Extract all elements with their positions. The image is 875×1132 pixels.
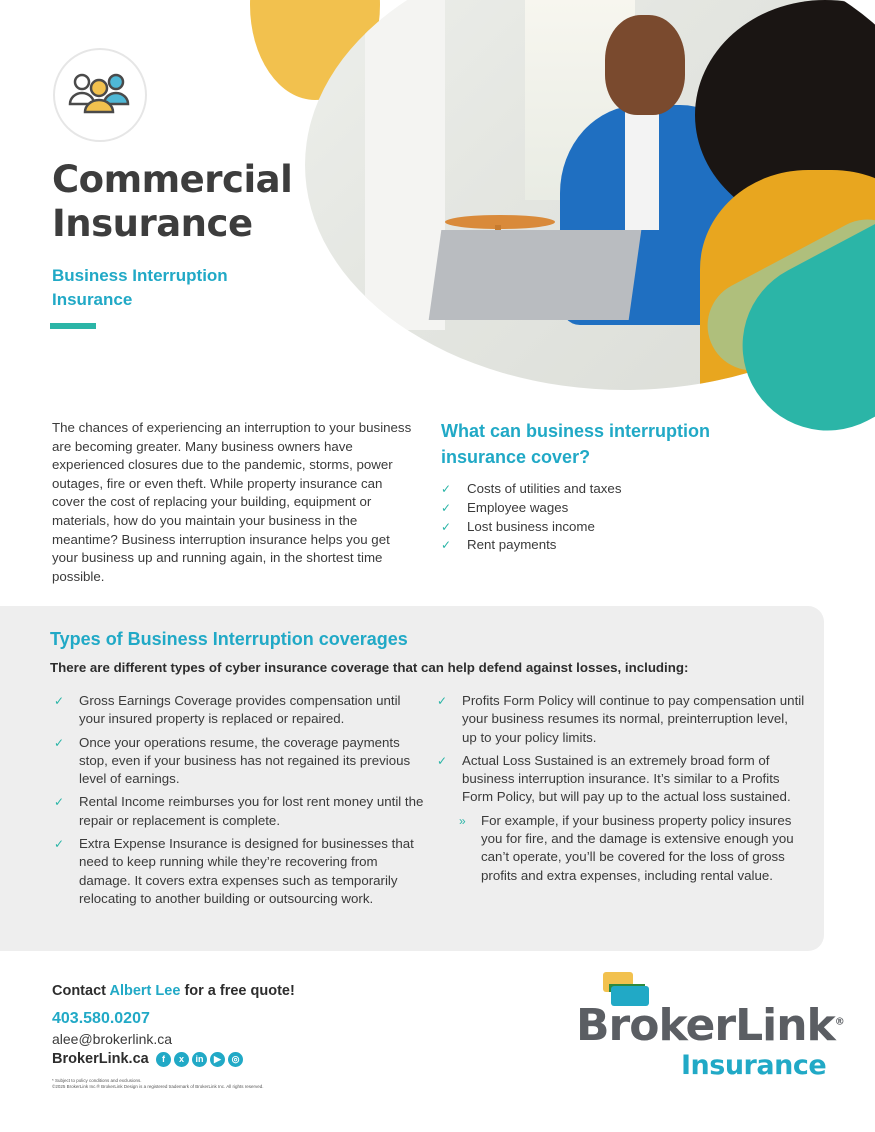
types-item-text: Gross Earnings Coverage provides compensation until your insured property is replaced or repaired. bbox=[79, 693, 401, 727]
cover-heading: What can business interruption insurance cover? bbox=[441, 421, 711, 467]
types-item-text: Actual Loss Sustained is an extremely broad form of business interruption insurance. It’s similar to a Profits Form Policy, but will pay up to the actual loss sustained. bbox=[462, 752, 791, 805]
check-icon: ✓ bbox=[441, 482, 452, 496]
fine-print-line-2: ©2025 BrokerLink Inc.® BrokerLink Design is a registered trademark of BrokerLink Inc. All rights reserved. bbox=[52, 1084, 264, 1089]
fine-print bbox=[52, 1078, 352, 1090]
title-underline bbox=[50, 323, 96, 329]
title-line-1: Commercial bbox=[52, 158, 293, 201]
people-icon-badge bbox=[53, 48, 147, 142]
check-icon: ✓ bbox=[437, 753, 448, 768]
logo-trademark: ® bbox=[834, 1016, 844, 1028]
cover-item-text: Lost business income bbox=[467, 518, 595, 534]
check-icon: ✓ bbox=[441, 519, 452, 534]
types-item bbox=[54, 734, 424, 789]
types-heading: Types of Business Interruption coverages bbox=[50, 629, 408, 649]
cover-item-text: Employee wages bbox=[467, 499, 569, 515]
logo-word-brokerlink: BrokerLink bbox=[576, 1000, 835, 1051]
contact-suffix: for a free quote! bbox=[184, 983, 295, 999]
types-item-text: Rental Income reimburses you for lost rent money until the repair or replacement is complete. bbox=[79, 794, 424, 828]
types-item bbox=[437, 752, 805, 807]
cover-item-text: Costs of utilities and taxes bbox=[467, 481, 622, 496]
chevron-right-icon: » bbox=[459, 813, 466, 828]
title-line-2: Insurance bbox=[52, 202, 253, 245]
photo-man-head bbox=[605, 15, 685, 115]
social-links bbox=[156, 1052, 243, 1067]
facebook-icon[interactable]: f bbox=[156, 1052, 171, 1067]
cover-item bbox=[441, 536, 621, 555]
fine-print-line-1: * Subject to policy conditions and exclusions. bbox=[52, 1078, 142, 1083]
subtitle-line-1: Business Interruption bbox=[52, 266, 228, 285]
check-icon: ✓ bbox=[54, 795, 65, 810]
contact-prefix: Contact bbox=[52, 983, 106, 999]
intro-paragraph: The chances of experiencing an interruption to your business are becoming greater. Many business owners have experienced closures due to the pandemic, storms, power outages, fire or even theft. While property insurance can cover the cost of replacing your building, equipment or materials, how do you maintain your business in the meantime? Business interruption insurance helps you get your business up and running again, in the shortest time possible. bbox=[52, 420, 412, 584]
logo-word-insurance: Insurance bbox=[681, 1050, 827, 1081]
contact-line bbox=[52, 983, 295, 999]
contact-phone[interactable]: 403.580.0207 bbox=[52, 1010, 150, 1027]
check-icon: ✓ bbox=[54, 694, 65, 708]
types-subitem bbox=[437, 812, 805, 885]
subtitle-line-2: Insurance bbox=[52, 290, 133, 309]
types-item bbox=[54, 835, 424, 908]
types-item-text: Once your operations resume, the coverage payments stop, even if your business has not regained its previous level of earnings. bbox=[79, 734, 411, 787]
linkedin-icon[interactable]: in bbox=[192, 1052, 207, 1067]
types-item-text: Profits Form Policy will continue to pay compensation until your business resumes its normal, preinterruption level, up to your policy limits. bbox=[462, 693, 805, 745]
types-item bbox=[54, 692, 424, 729]
photo-wall bbox=[365, 0, 445, 330]
brokerlink-logo-wordmark bbox=[576, 1000, 844, 1051]
youtube-icon[interactable]: ▶ bbox=[210, 1052, 225, 1067]
photo-man-shirt bbox=[625, 110, 659, 230]
types-list-left bbox=[54, 692, 424, 913]
cover-list bbox=[441, 480, 621, 555]
photo-laptop bbox=[429, 230, 642, 320]
check-icon: ✓ bbox=[437, 694, 448, 708]
instagram-icon[interactable]: ◎ bbox=[228, 1052, 243, 1067]
check-icon: ✓ bbox=[54, 735, 65, 750]
people-group-icon bbox=[68, 70, 130, 114]
contact-website[interactable]: BrokerLink.ca bbox=[52, 1051, 149, 1067]
cover-item bbox=[441, 499, 621, 518]
contact-email[interactable]: alee@brokerlink.ca bbox=[52, 1031, 173, 1047]
check-icon: ✓ bbox=[441, 538, 452, 553]
types-list-right bbox=[437, 692, 805, 890]
types-subitem-text: For example, if your business property policy insures you for fire, and the damage is extensive enough you can’t operate, you’ll be covered for the loss of gross profits and extra expenses, including rental value. bbox=[481, 812, 794, 883]
check-icon: ✓ bbox=[441, 500, 452, 515]
page-subtitle bbox=[52, 264, 228, 312]
twitter-icon[interactable]: x bbox=[174, 1052, 189, 1067]
types-subheading: There are different types of cyber insurance coverage that can help defend against losses, including: bbox=[50, 660, 689, 675]
contact-name: Albert Lee bbox=[109, 983, 181, 999]
types-item bbox=[437, 692, 805, 747]
types-item-text: Extra Expense Insurance is designed for businesses that need to keep running while they’re recovering from damage. It covers extra expenses such as temporarily relocating to another building or outsourcing work. bbox=[79, 836, 414, 906]
check-icon: ✓ bbox=[54, 837, 65, 852]
page-title bbox=[52, 158, 292, 246]
types-item bbox=[54, 793, 424, 830]
cover-item bbox=[441, 480, 621, 499]
cover-item-text: Rent payments bbox=[467, 537, 557, 553]
cover-item bbox=[441, 518, 621, 537]
